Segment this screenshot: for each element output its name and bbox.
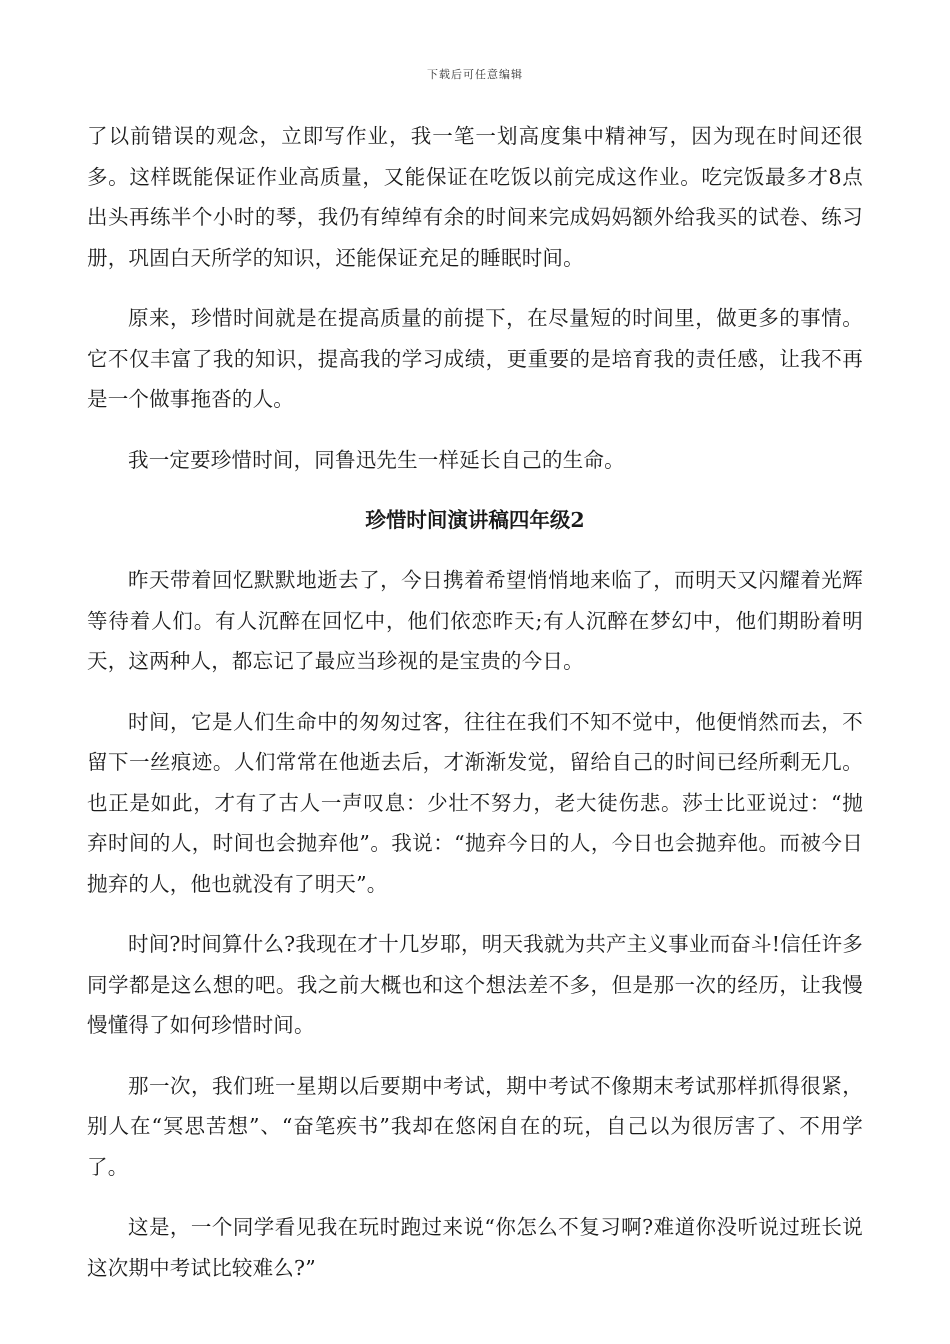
paragraph: 这是，一个同学看见我在玩时跑过来说“你怎么不复习啊?难道你没听说过班长说这次期中考试比较难么?” xyxy=(87,1215,863,1280)
paragraph-continuation: 了以前错误的观念，立即写作业，我一笔一划高度集中精神写，因为现在时间还很多。这样既能保证作业高质量，又能保证在吃饭以前完成这作业。吃完饭最多才8点出头再练半个小时的琴，我仍有绰绰有余的时间来完成妈妈额外给我买的试卷、练习册，巩固白天所学的知识，还能保证充足的睡眠时间。 xyxy=(87,124,863,270)
paragraph: 昨天带着回忆默默地逝去了，今日携着希望悄悄地来临了，而明天又闪耀着光辉等待着人们。有人沉醉在回忆中，他们依恋昨天;有人沉醉在梦幻中，他们期盼着明天，这两种人，都忘记了最应当珍视的是宝贵的今日。 xyxy=(87,568,863,673)
paragraph: 时间，它是人们生命中的匆匆过客，往往在我们不知不觉中，他便悄然而去，不留下一丝痕迹。人们常常在他逝去后，才渐渐发觉，留给自己的时间已经所剩无几。也正是如此，才有了古人一声叹息：少壮不努力，老大徒伤悲。莎士比亚说过：“抛弃时间的人，时间也会抛弃他”。我说：“抛弃今日的人，今日也会抛弃他。而被今日抛弃的人，他也就没有了明天”。 xyxy=(87,709,863,896)
paragraph: 我一定要珍惜时间，同鲁迅先生一样延长自己的生命。 xyxy=(128,447,625,472)
section-title: 珍惜时间演讲稿四年级2 xyxy=(365,508,585,532)
paragraph: 时间?时间算什么?我现在才十几岁耶，明天我就为共产主义事业而奋斗!信任许多同学都是这么想的吧。我之前大概也和这个想法差不多，但是那一次的经历，让我慢慢懂得了如何珍惜时间。 xyxy=(87,932,863,1037)
paragraph: 那一次，我们班一星期以后要期中考试，期中考试不像期末考试那样抓得很紧，别人在“冥思苦想”、“奋笔疾书”我却在悠闲自在的玩，自己以为很厉害了、不用学了。 xyxy=(87,1073,863,1179)
document-body xyxy=(87,116,863,1288)
page-header: 下载后可任意编辑 xyxy=(427,68,523,81)
paragraph: 原来，珍惜时间就是在提高质量的前提下，在尽量短的时间里，做更多的事情。它不仅丰富了我的知识，提高我的学习成绩，更重要的是培育我的责任感，让我不再是一个做事拖沓的人。 xyxy=(87,306,863,411)
